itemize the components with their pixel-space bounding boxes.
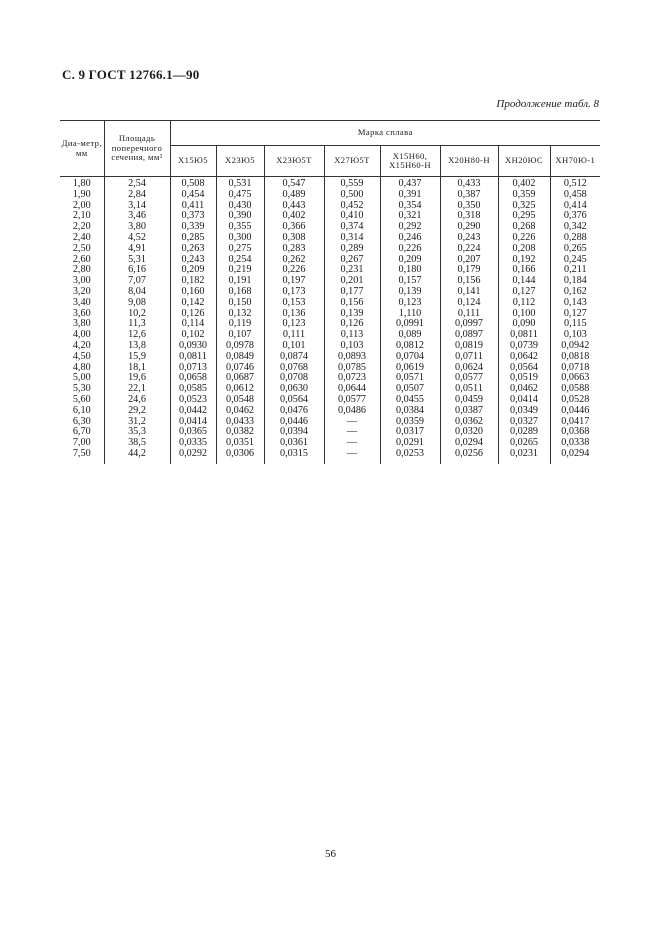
cell-resistance: 0,0658: [170, 373, 216, 384]
cell-resistance: 0,402: [498, 177, 550, 190]
cell-resistance: 0,0811: [170, 352, 216, 363]
cell-area: 11,3: [104, 319, 170, 330]
cell-resistance: 0,143: [550, 298, 600, 309]
cell-resistance: 0,166: [498, 265, 550, 276]
cell-diameter: 7,00: [72, 437, 91, 449]
cell-resistance: 0,127: [550, 309, 600, 320]
cell-resistance: 0,410: [324, 211, 380, 222]
cell-resistance: 0,107: [216, 330, 264, 341]
cell-resistance: 0,437: [380, 177, 440, 190]
cell-resistance: 0,0893: [324, 352, 380, 363]
cell-resistance: 0,0997: [440, 319, 498, 330]
column-header-alloy: Х23Ю5Т: [264, 146, 324, 177]
cell-resistance: 0,0811: [498, 330, 550, 341]
column-header-alloy: Х20Н80-Н: [440, 146, 498, 177]
table-row: [60, 244, 600, 255]
column-header-alloy: ХН70Ю-1: [550, 146, 600, 177]
document-header: С. 9 ГОСТ 12766.1—90: [62, 67, 200, 82]
cell-resistance: 0,267: [324, 255, 380, 266]
cell-resistance: 0,246: [380, 233, 440, 244]
cell-resistance: 0,127: [498, 287, 550, 298]
cell-area: 4,91: [104, 244, 170, 255]
cell-area: 3,14: [104, 201, 170, 212]
cell-resistance: 0,411: [170, 201, 216, 212]
cell-resistance: 0,0476: [264, 406, 324, 417]
cell-resistance: 0,0711: [440, 352, 498, 363]
cell-resistance: 0,325: [498, 201, 550, 212]
table-row: [60, 406, 600, 417]
cell-resistance: 0,192: [498, 255, 550, 266]
cell-resistance: 0,458: [550, 190, 600, 201]
cell-resistance: 0,0256: [440, 449, 498, 464]
column-header-alloy: ХН20ЮС: [498, 146, 550, 177]
cell-resistance: 0,0785: [324, 363, 380, 374]
cell-area: 19,6: [104, 373, 170, 384]
cell-resistance: 0,390: [216, 211, 264, 222]
cell-resistance: 0,0362: [440, 417, 498, 428]
cell-resistance: 0,0368: [550, 427, 600, 438]
cell-resistance: 0,376: [550, 211, 600, 222]
cell-resistance: 0,0462: [216, 406, 264, 417]
cell-resistance: 0,243: [170, 255, 216, 266]
cell-resistance: 0,0612: [216, 384, 264, 395]
cell-resistance: 0,157: [380, 276, 440, 287]
cell-area: 2,84: [104, 190, 170, 201]
cell-resistance: 0,489: [264, 190, 324, 201]
cell-resistance: 0,500: [324, 190, 380, 201]
cell-resistance: 0,0528: [550, 395, 600, 406]
cell-resistance: 0,0519: [498, 373, 550, 384]
cell-resistance: 0,531: [216, 177, 264, 190]
cell-resistance: 0,101: [264, 341, 324, 352]
cell-resistance: 0,156: [324, 298, 380, 309]
cell-resistance: 0,0571: [380, 373, 440, 384]
cell-resistance: 0,443: [264, 201, 324, 212]
cell-resistance: 0,132: [216, 309, 264, 320]
cell-resistance: 0,139: [380, 287, 440, 298]
cell-resistance: 0,191: [216, 276, 264, 287]
cell-resistance: 0,373: [170, 211, 216, 222]
cell-area: 9,08: [104, 298, 170, 309]
cell-resistance: 0,226: [264, 265, 324, 276]
cell-area: 38,5: [104, 438, 170, 449]
cell-resistance: 0,0585: [170, 384, 216, 395]
cell-resistance: 0,139: [324, 309, 380, 320]
cell-resistance: 0,0564: [498, 363, 550, 374]
cell-resistance: 0,0746: [216, 363, 264, 374]
cell-diameter: 6,70: [72, 426, 91, 438]
cell-resistance: 0,452: [324, 201, 380, 212]
cell-resistance: 0,0359: [380, 417, 440, 428]
cell-resistance: 0,0414: [498, 395, 550, 406]
cell-resistance: —: [324, 427, 380, 438]
cell-resistance: 0,111: [440, 309, 498, 320]
cell-area: 15,9: [104, 352, 170, 363]
cell-resistance: 0,0507: [380, 384, 440, 395]
cell-diameter: 2,10: [72, 210, 91, 222]
cell-resistance: 0,283: [264, 244, 324, 255]
table-row: [60, 177, 600, 190]
cell-resistance: 0,0294: [550, 449, 600, 464]
cell-resistance: 0,0446: [550, 406, 600, 417]
cell-diameter: 1,90: [72, 188, 91, 200]
cell-resistance: 0,0433: [216, 417, 264, 428]
cell-diameter: 2,50: [72, 242, 91, 254]
cell-resistance: 0,0417: [550, 417, 600, 428]
cell-resistance: 0,339: [170, 222, 216, 233]
cell-resistance: 0,0978: [216, 341, 264, 352]
cell-resistance: 0,224: [440, 244, 498, 255]
cell-resistance: 0,089: [380, 330, 440, 341]
cell-resistance: 0,0930: [170, 341, 216, 352]
cell-diameter: 4,50: [72, 350, 91, 362]
cell-resistance: 0,226: [498, 233, 550, 244]
column-header-alloy: Х23Ю5: [216, 146, 264, 177]
table-row: [60, 352, 600, 363]
cell-resistance: 0,0455: [380, 395, 440, 406]
cell-area: 7,07: [104, 276, 170, 287]
cell-resistance: 0,265: [550, 244, 600, 255]
cell-resistance: 0,0644: [324, 384, 380, 395]
column-header-alloy: Х27Ю5Т: [324, 146, 380, 177]
cell-resistance: 0,295: [498, 211, 550, 222]
cell-resistance: 0,254: [216, 255, 264, 266]
cell-resistance: 0,090: [498, 319, 550, 330]
cell-resistance: 0,142: [170, 298, 216, 309]
cell-resistance: 0,454: [170, 190, 216, 201]
cell-resistance: 0,184: [550, 276, 600, 287]
cell-resistance: 0,0351: [216, 438, 264, 449]
cell-area: 5,31: [104, 255, 170, 266]
cell-resistance: 0,0630: [264, 384, 324, 395]
cell-resistance: 0,0739: [498, 341, 550, 352]
cell-resistance: 0,153: [264, 298, 324, 309]
column-group-alloy-grade: Марка сплава: [170, 121, 600, 146]
cell-resistance: 0,180: [380, 265, 440, 276]
cell-resistance: 0,0365: [170, 427, 216, 438]
cell-area: 44,2: [104, 449, 170, 464]
cell-resistance: 0,0265: [498, 438, 550, 449]
cell-area: 29,2: [104, 406, 170, 417]
cell-resistance: 0,168: [216, 287, 264, 298]
cell-resistance: 0,115: [550, 319, 600, 330]
cell-resistance: 0,508: [170, 177, 216, 190]
cell-resistance: 0,262: [264, 255, 324, 266]
cell-resistance: 0,0335: [170, 438, 216, 449]
cell-resistance: 0,197: [264, 276, 324, 287]
cell-resistance: 0,275: [216, 244, 264, 255]
cell-resistance: 0,124: [440, 298, 498, 309]
cell-resistance: 0,0394: [264, 427, 324, 438]
cell-resistance: 0,402: [264, 211, 324, 222]
cell-resistance: 0,0289: [498, 427, 550, 438]
cell-resistance: 0,0382: [216, 427, 264, 438]
page-number: 56: [325, 848, 336, 860]
cell-diameter: 6,30: [72, 415, 91, 427]
cell-diameter: 3,80: [72, 318, 91, 330]
cell-resistance: 0,0897: [440, 330, 498, 341]
column-header-alloy: Х15Н60, Х15Н60-Н: [380, 146, 440, 177]
cell-area: 35,3: [104, 427, 170, 438]
cell-resistance: 0,0459: [440, 395, 498, 406]
cell-resistance: 0,0577: [440, 373, 498, 384]
cell-resistance: 0,355: [216, 222, 264, 233]
cell-resistance: 0,308: [264, 233, 324, 244]
cell-diameter: 2,80: [72, 264, 91, 276]
cell-resistance: 0,430: [216, 201, 264, 212]
cell-resistance: 0,102: [170, 330, 216, 341]
cell-resistance: 0,263: [170, 244, 216, 255]
cell-resistance: 0,0291: [380, 438, 440, 449]
cell-resistance: 0,314: [324, 233, 380, 244]
cell-resistance: 0,0253: [380, 449, 440, 464]
cell-resistance: —: [324, 417, 380, 428]
cell-resistance: 0,123: [264, 319, 324, 330]
cell-diameter: 1,80: [72, 178, 91, 189]
cell-resistance: 0,182: [170, 276, 216, 287]
cell-resistance: 0,126: [324, 319, 380, 330]
cell-resistance: 0,0564: [264, 395, 324, 406]
cell-resistance: 0,290: [440, 222, 498, 233]
cell-resistance: 0,173: [264, 287, 324, 298]
cell-resistance: 0,100: [498, 309, 550, 320]
cell-resistance: 0,0718: [550, 363, 600, 374]
cell-resistance: 0,0511: [440, 384, 498, 395]
cell-area: 4,52: [104, 233, 170, 244]
cell-resistance: 0,160: [170, 287, 216, 298]
cell-resistance: 0,0361: [264, 438, 324, 449]
cell-diameter: 4,80: [72, 361, 91, 373]
cell-resistance: 0,0349: [498, 406, 550, 417]
cell-resistance: 0,321: [380, 211, 440, 222]
cell-resistance: 0,0292: [170, 449, 216, 464]
cell-resistance: 0,387: [440, 190, 498, 201]
cell-resistance: 0,354: [380, 201, 440, 212]
cell-area: 8,04: [104, 287, 170, 298]
cell-resistance: 0,103: [324, 341, 380, 352]
cell-resistance: 0,391: [380, 190, 440, 201]
cell-resistance: 0,207: [440, 255, 498, 266]
cell-resistance: 0,0642: [498, 352, 550, 363]
cell-diameter: 2,40: [72, 231, 91, 243]
cell-resistance: 0,112: [498, 298, 550, 309]
cell-area: 24,6: [104, 395, 170, 406]
cell-resistance: 0,547: [264, 177, 324, 190]
cell-resistance: 0,126: [170, 309, 216, 320]
cell-resistance: 0,414: [550, 201, 600, 212]
cell-resistance: 0,231: [324, 265, 380, 276]
cell-resistance: 0,0874: [264, 352, 324, 363]
cell-resistance: 0,0942: [550, 341, 600, 352]
cell-resistance: 0,0446: [264, 417, 324, 428]
cell-resistance: 0,0384: [380, 406, 440, 417]
cell-resistance: —: [324, 449, 380, 464]
cell-resistance: 0,219: [216, 265, 264, 276]
cell-diameter: 4,20: [72, 339, 91, 351]
cell-area: 3,46: [104, 211, 170, 222]
cell-resistance: 0,0294: [440, 438, 498, 449]
cell-area: 18,1: [104, 363, 170, 374]
cell-area: 12,6: [104, 330, 170, 341]
cell-resistance: 0,0548: [216, 395, 264, 406]
cell-resistance: 0,292: [380, 222, 440, 233]
cell-resistance: 0,0317: [380, 427, 440, 438]
cell-area: 10,2: [104, 309, 170, 320]
cell-resistance: 0,433: [440, 177, 498, 190]
cell-resistance: 0,0768: [264, 363, 324, 374]
cell-resistance: 0,0663: [550, 373, 600, 384]
cell-resistance: 0,0577: [324, 395, 380, 406]
cell-resistance: 0,300: [216, 233, 264, 244]
cell-resistance: 0,211: [550, 265, 600, 276]
cell-diameter: 2,00: [72, 199, 91, 211]
cell-resistance: 0,245: [550, 255, 600, 266]
cell-resistance: 0,111: [264, 330, 324, 341]
column-header-area: Площадь поперечного сечения, мм²: [104, 121, 170, 177]
cell-resistance: 0,0306: [216, 449, 264, 464]
cell-area: 13,8: [104, 341, 170, 352]
cell-resistance: 1,110: [380, 309, 440, 320]
cell-resistance: 0,201: [324, 276, 380, 287]
column-header-alloy: Х15Ю5: [170, 146, 216, 177]
table-continuation-caption: Продолжение табл. 8: [496, 98, 599, 110]
cell-resistance: 0,0588: [550, 384, 600, 395]
cell-resistance: 0,0486: [324, 406, 380, 417]
cell-resistance: 0,0338: [550, 438, 600, 449]
cell-resistance: 0,103: [550, 330, 600, 341]
cell-resistance: 0,0812: [380, 341, 440, 352]
cell-resistance: 0,366: [264, 222, 324, 233]
cell-resistance: 0,318: [440, 211, 498, 222]
cell-resistance: 0,0723: [324, 373, 380, 384]
cell-diameter: 2,60: [72, 253, 91, 265]
cell-resistance: 0,136: [264, 309, 324, 320]
cell-diameter: 3,00: [72, 275, 91, 287]
cell-resistance: 0,179: [440, 265, 498, 276]
cell-diameter: 2,20: [72, 221, 91, 233]
cell-resistance: 0,150: [216, 298, 264, 309]
cell-area: 3,80: [104, 222, 170, 233]
cell-resistance: 0,123: [380, 298, 440, 309]
cell-resistance: 0,0387: [440, 406, 498, 417]
cell-resistance: 0,0619: [380, 363, 440, 374]
cell-resistance: 0,0442: [170, 406, 216, 417]
cell-resistance: 0,0704: [380, 352, 440, 363]
cell-resistance: 0,0991: [380, 319, 440, 330]
cell-resistance: 0,0819: [440, 341, 498, 352]
cell-resistance: 0,285: [170, 233, 216, 244]
cell-resistance: 0,156: [440, 276, 498, 287]
cell-diameter: 3,20: [72, 285, 91, 297]
cell-resistance: 0,0624: [440, 363, 498, 374]
cell-resistance: 0,0315: [264, 449, 324, 464]
cell-resistance: 0,177: [324, 287, 380, 298]
cell-resistance: 0,342: [550, 222, 600, 233]
cell-resistance: 0,0818: [550, 352, 600, 363]
cell-area: 31,2: [104, 417, 170, 428]
cell-area: 2,54: [104, 177, 170, 190]
cell-area: 22,1: [104, 384, 170, 395]
cell-diameter: 5,60: [72, 393, 91, 405]
cell-resistance: 0,374: [324, 222, 380, 233]
table-body: [60, 177, 600, 464]
cell-resistance: 0,114: [170, 319, 216, 330]
cell-area: 6,16: [104, 265, 170, 276]
cell-diameter: 5,00: [72, 372, 91, 384]
column-header-diameter: Диа-метр, мм: [60, 121, 104, 177]
cell-resistance: 0,144: [498, 276, 550, 287]
cell-resistance: 0,209: [380, 255, 440, 266]
table-row: [60, 298, 600, 309]
cell-resistance: 0,226: [380, 244, 440, 255]
cell-resistance: 0,0523: [170, 395, 216, 406]
cell-resistance: —: [324, 438, 380, 449]
cell-diameter: 3,40: [72, 296, 91, 308]
cell-resistance: 0,243: [440, 233, 498, 244]
cell-diameter: 5,30: [72, 383, 91, 395]
cell-resistance: 0,512: [550, 177, 600, 190]
cell-resistance: 0,0708: [264, 373, 324, 384]
cell-resistance: 0,162: [550, 287, 600, 298]
cell-resistance: 0,0231: [498, 449, 550, 464]
cell-resistance: 0,268: [498, 222, 550, 233]
cell-diameter: 7,50: [72, 447, 91, 459]
cell-resistance: 0,359: [498, 190, 550, 201]
resistance-table: [60, 120, 600, 464]
cell-resistance: 0,0414: [170, 417, 216, 428]
cell-resistance: 0,0687: [216, 373, 264, 384]
cell-diameter: 3,60: [72, 307, 91, 319]
cell-diameter: 6,10: [72, 404, 91, 416]
cell-resistance: 0,208: [498, 244, 550, 255]
cell-resistance: 0,0713: [170, 363, 216, 374]
cell-resistance: 0,475: [216, 190, 264, 201]
table-row: [60, 190, 600, 201]
cell-resistance: 0,288: [550, 233, 600, 244]
cell-resistance: 0,350: [440, 201, 498, 212]
cell-diameter: 4,00: [72, 329, 91, 341]
cell-resistance: 0,119: [216, 319, 264, 330]
cell-resistance: 0,113: [324, 330, 380, 341]
cell-resistance: 0,289: [324, 244, 380, 255]
table-row: [60, 449, 600, 464]
cell-resistance: 0,209: [170, 265, 216, 276]
cell-resistance: 0,0327: [498, 417, 550, 428]
cell-resistance: 0,0849: [216, 352, 264, 363]
cell-resistance: 0,0462: [498, 384, 550, 395]
cell-resistance: 0,559: [324, 177, 380, 190]
cell-resistance: 0,141: [440, 287, 498, 298]
cell-resistance: 0,0320: [440, 427, 498, 438]
